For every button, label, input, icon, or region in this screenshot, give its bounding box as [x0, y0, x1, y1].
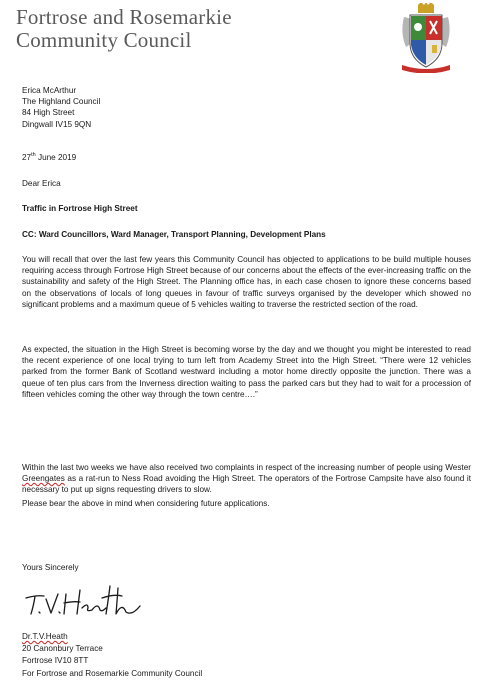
closing: Yours Sincerely	[22, 563, 79, 572]
letter-date	[22, 152, 76, 163]
body-paragraph-1: You will recall that over the last few years this Community Council has objected to applications to be build multiple houses requiring access through Fortrose High Street because of our concerns about the effects of the ever-increasing traffic on the sustainability and safety of the High Street. The Planning office has, in each case chosen to ignore these concerns based on the observations of locals of long queues in favour of traffic surveys organised by the developer which showed no significant problems and a maximum queue of 5 vehicles waiting to traverse the restricted section of the road.	[22, 255, 471, 309]
letterhead-line-1: Fortrose and Rosemarkie	[16, 5, 232, 29]
recipient-org: The Highland Council	[22, 97, 101, 107]
recipient-street: 84 High Street	[22, 108, 75, 118]
crest-charge-3	[432, 45, 437, 53]
council-crest-icon	[396, 3, 456, 73]
recipient-name: Erica McArthur	[22, 86, 77, 95]
body-paragraph-2: As expected, the situation in the High Street is becoming worse by the day and we thought you might be interested to read the recent experience of one local trying to turn left from Academy Street into the High Street. “There were 12 vehicles parked from the former Bank of Scotland westward including a motor home directly opposite the junction. There was a queue of ten plus cars from the Inverness direction waiting to pass the parked cars but they had to wait for a procession of fifteen vehicles coming the other way through the town centre….”	[22, 345, 471, 399]
sender-town: Fortrose IV10 8TT	[22, 656, 89, 666]
crest-crown	[418, 5, 434, 13]
sender-street: 20 Canonbury Terrace	[22, 644, 103, 654]
paragraph-3-part-a: Within the last two weeks we have also received two complaints in respect of the increasing number of people using Wester	[22, 463, 471, 472]
recipient-town: Dingwall IV15 9QN	[22, 119, 92, 129]
subject-line: Traffic in Fortrose High Street	[22, 204, 138, 213]
sender-name: Dr.T.V.Heath	[22, 632, 68, 641]
body-paragraph-3	[22, 462, 471, 496]
handwritten-signature	[22, 572, 148, 620]
date-suffix: th	[31, 152, 36, 158]
spelling-flagged-word: Greengates	[22, 474, 65, 484]
body-paragraph-4: Please bear the above in mind when considering future applications.	[22, 499, 270, 508]
letterhead-line-2: Community Council	[16, 28, 192, 52]
date-rest: June 2019	[35, 153, 77, 162]
cc-line: CC: Ward Councillors, Ward Manager, Transport Planning, Development Plans	[22, 230, 326, 239]
crest-charge-1	[414, 23, 422, 31]
letterhead	[16, 6, 232, 52]
sender-organisation: For Fortrose and Rosemarkie Community Council	[22, 668, 203, 678]
date-day: 27	[22, 153, 32, 162]
salutation: Dear Erica	[22, 179, 61, 188]
crest-crown-points	[418, 3, 434, 5]
recipient-address	[22, 85, 100, 130]
paragraph-3-part-c: as a rat-run to Ness Road avoiding the High Street. The operators of the Fortrose Campsite have also found it necessary to put up signs requesting drivers to slow.	[22, 474, 471, 495]
sender-block	[22, 631, 202, 680]
